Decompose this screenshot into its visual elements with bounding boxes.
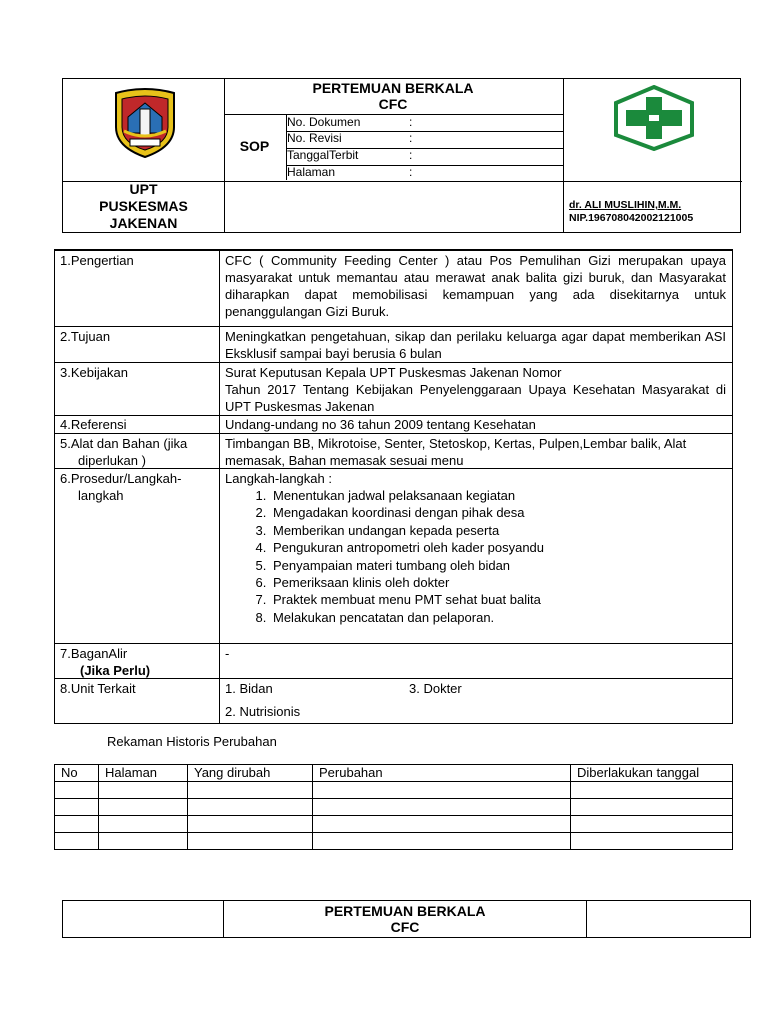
- table-cell: [571, 799, 733, 816]
- divider: [224, 114, 563, 115]
- list-item: 5. Penyampaian materi tumbang oleh bidan: [270, 557, 726, 574]
- list-item: 7. Praktek membuat menu PMT sehat buat balita: [270, 591, 726, 608]
- next-page-header-box: [62, 900, 751, 938]
- org-line: UPT: [129, 181, 158, 197]
- column-header: No: [55, 765, 99, 782]
- table-cell: [99, 782, 188, 799]
- title-line-2: CFC: [390, 919, 420, 935]
- column-header: Yang dirubah: [188, 765, 313, 782]
- table-cell: [55, 816, 99, 833]
- label-line: langkah: [78, 488, 124, 503]
- title-line-1: PERTEMUAN BERKALA: [312, 80, 474, 96]
- row-value: Meningkatkan pengetahuan, sikap dan perilaku keluarga agar dapat memberikan ASI Eksklusif sampai bayi berusia 6 bulan: [225, 329, 726, 361]
- table-row: [55, 782, 733, 799]
- list-item: 1. Menentukan jadwal pelaksanaan kegiatan: [270, 487, 726, 504]
- table-cell: [55, 833, 99, 850]
- row-label: [60, 435, 218, 469]
- kebijakan-text: Tahun 2017 Tentang Kebijakan Penyelenggaraan Upaya Kesehatan Masyarakat di UPT Puskesmas Jakenan: [225, 382, 726, 414]
- meta-label: Halaman: [287, 165, 336, 179]
- row-label: [60, 645, 218, 679]
- row-label: 2.Tujuan: [60, 329, 111, 344]
- list-item: 8. Melakukan pencatatan dan pelaporan.: [270, 609, 726, 626]
- row-pengertian: [55, 250, 732, 326]
- label-line: 5.Alat dan Bahan (jika: [60, 436, 188, 451]
- row-label: 3.Kebijakan: [60, 365, 128, 380]
- table-cell: [571, 833, 733, 850]
- unit-item: 2. Nutrisionis: [225, 704, 301, 719]
- row-label: [60, 470, 218, 504]
- row-value: -: [225, 646, 230, 661]
- meta-label: No. Revisi: [287, 131, 342, 145]
- list-item: 2. Mengadakan koordinasi dengan pihak desa: [270, 504, 726, 521]
- signer-nip: NIP.196708042002121005: [569, 212, 694, 224]
- row-alat-bahan: [55, 433, 732, 468]
- divider: [224, 181, 742, 182]
- meta-no-revisi: [287, 131, 413, 145]
- table-cell: [99, 816, 188, 833]
- sop-label: SOP: [239, 138, 270, 154]
- table-cell: [55, 799, 99, 816]
- signer-name: dr. ALI MUSLIHIN,M.M.: [569, 199, 682, 211]
- steps-intro: Langkah-langkah :: [225, 471, 332, 486]
- meta-no-dokumen: [287, 115, 413, 129]
- row-value: [225, 364, 726, 415]
- row-value: CFC ( Community Feeding Center ) atau Pos Pemulihan Gizi merupakan upaya masyarakat untuk memantau atau merawat anak balita gizi buruk, dan Masyarakat diharapkan dapat memobilisasi kemampuan yang ada disekitarnya untuk penanggulangan Gizi Buruk.: [225, 253, 726, 319]
- table-row: [55, 833, 733, 850]
- row-referensi: [55, 415, 732, 433]
- divider: [563, 79, 564, 232]
- next-page-title: [224, 903, 586, 935]
- column-header: Diberlakukan tanggal: [571, 765, 733, 782]
- sop-content-table: [54, 249, 733, 724]
- unit-item: 3. Dokter: [409, 681, 462, 696]
- history-table: [54, 764, 733, 850]
- meta-label: TanggalTerbit: [287, 148, 359, 162]
- meta-tanggal-terbit: [287, 148, 413, 162]
- table-cell: [188, 816, 313, 833]
- title-line-2: CFC: [378, 96, 408, 112]
- row-value: Undang-undang no 36 tahun 2009 tentang Kesehatan: [225, 417, 536, 432]
- label-line: (Jika Perlu): [80, 663, 151, 678]
- table-cell: [99, 799, 188, 816]
- meta-halaman: [287, 165, 413, 179]
- document-title: [224, 80, 562, 112]
- row-label: 4.Referensi: [60, 417, 127, 432]
- regency-crest-logo: [110, 87, 180, 159]
- table-cell: [99, 833, 188, 850]
- row-label: 1.Pengertian: [60, 253, 134, 268]
- list-item: 6. Pemeriksaan klinis oleh dokter: [270, 574, 726, 591]
- meta-sep: :: [409, 115, 413, 129]
- table-row: [55, 816, 733, 833]
- row-unit-terkait: [55, 678, 732, 723]
- signer-block: [569, 199, 693, 225]
- label-line: 7.BaganAlir: [60, 646, 128, 661]
- meta-sep: :: [409, 148, 413, 162]
- meta-sep: :: [409, 131, 413, 145]
- title-line-1: PERTEMUAN BERKALA: [324, 903, 486, 919]
- list-item: 3. Memberikan undangan kepada peserta: [270, 522, 726, 539]
- unit-item: 1. Bidan: [225, 681, 273, 696]
- steps-list: [225, 487, 726, 626]
- list-item: 4. Pengukuran antropometri oleh kader posyandu: [270, 539, 726, 556]
- meta-label: No. Dokumen: [287, 115, 361, 129]
- row-bagan-alir: [55, 643, 732, 678]
- divider: [586, 901, 587, 937]
- table-cell: [313, 833, 571, 850]
- column-header: Halaman: [99, 765, 188, 782]
- row-value: Timbangan BB, Mikrotoise, Senter, Stetoskop, Kertas, Pulpen,Lembar balik, Alat memasak, Bahan memasak sesuai menu: [225, 436, 687, 468]
- row-value: [225, 680, 726, 720]
- table-cell: [188, 782, 313, 799]
- table-cell: [313, 799, 571, 816]
- table-cell: [313, 782, 571, 799]
- row-value: [225, 470, 726, 626]
- table-cell: [188, 799, 313, 816]
- org-line: JAKENAN: [109, 215, 178, 231]
- label-line: 6.Prosedur/Langkah-: [60, 471, 182, 486]
- table-header-row: [55, 765, 733, 782]
- row-prosedur: [55, 468, 732, 643]
- row-tujuan: [55, 326, 732, 362]
- row-kebijakan: [55, 362, 732, 415]
- table-cell: [188, 833, 313, 850]
- puskesmas-logo: [612, 85, 696, 151]
- organization-name: [63, 181, 224, 232]
- history-caption: Rekaman Historis Perubahan: [107, 734, 277, 749]
- column-header: Perubahan: [313, 765, 571, 782]
- table-cell: [313, 816, 571, 833]
- label-line: diperlukan ): [78, 453, 146, 468]
- kebijakan-line: Surat Keputusan Kepala UPT Puskesmas Jakenan Nomor: [225, 365, 562, 380]
- meta-sep: :: [409, 165, 413, 179]
- org-line: PUSKESMAS: [99, 198, 188, 214]
- table-row: [55, 799, 733, 816]
- table-cell: [55, 782, 99, 799]
- row-label: 8.Unit Terkait: [60, 681, 136, 696]
- table-cell: [571, 782, 733, 799]
- table-cell: [571, 816, 733, 833]
